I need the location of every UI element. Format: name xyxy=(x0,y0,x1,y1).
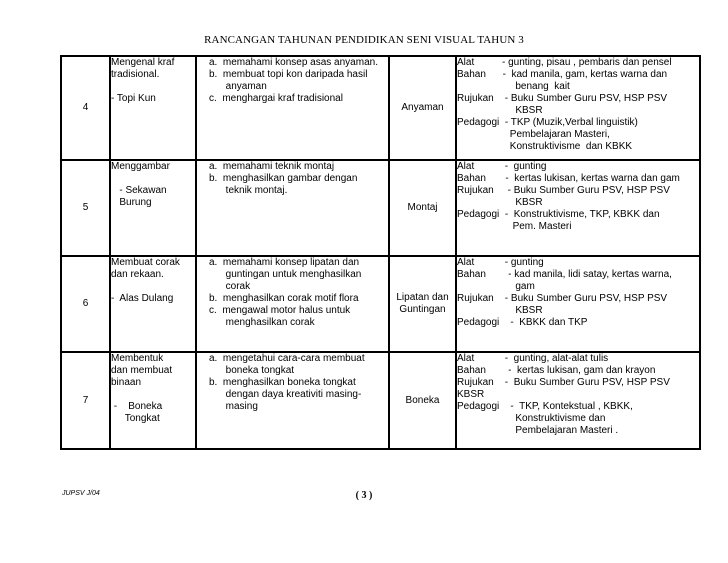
cell-line: Alat - gunting xyxy=(457,257,544,268)
cell-line: Pedagogi - Konstruktivisme, TKP, KBKK dan xyxy=(457,209,660,220)
cell-line: Konstruktivisme dan KBKK xyxy=(457,141,633,152)
cell-line: Menggambar xyxy=(111,161,170,172)
page-number: ( 3 ) xyxy=(355,490,373,501)
cell-line: corak xyxy=(209,281,251,292)
cell-line: KBSR xyxy=(457,305,543,316)
cell-line: a. memahami konsep asas anyaman. xyxy=(209,57,378,68)
page-title: RANCANGAN TAHUNAN PENDIDIKAN SENI VISUAL TAHUN 3 xyxy=(204,34,524,46)
cell-line xyxy=(111,81,195,93)
table-row xyxy=(61,352,700,449)
cell-line: b. menghasilkan boneka tongkat xyxy=(209,377,356,388)
cell-line: anyaman xyxy=(209,81,267,92)
cell-line: dengan daya kreativiti masing- xyxy=(209,389,362,400)
cell-line: gam xyxy=(457,281,535,292)
resources-cell xyxy=(456,256,700,352)
cell-line: a. memahami konsep lipatan dan xyxy=(209,257,360,268)
cell-line: Bahan - kertas lukisan, kertas warna dan gam xyxy=(457,173,680,184)
cell-line: Bahan - kad manila, gam, kertas warna dan xyxy=(457,69,668,80)
cell-line: dan rekaan. xyxy=(111,269,164,280)
cell-line: KBSR xyxy=(457,105,543,116)
topic-cell xyxy=(389,352,456,449)
week-number-text: 4 xyxy=(82,102,89,113)
cell-line: benang kait xyxy=(457,81,570,92)
cell-line: Tongkat xyxy=(111,413,160,424)
objectives-cell xyxy=(196,56,389,160)
cell-line: KBSR xyxy=(457,389,485,400)
cell-line xyxy=(111,281,195,293)
cell-line xyxy=(111,173,195,185)
cell-line: Membuat corak xyxy=(111,257,180,268)
cell-line: Mengenal kraf xyxy=(111,57,175,68)
cell-line: boneka tongkat xyxy=(209,365,295,376)
cell-line: - Topi Kun xyxy=(111,93,156,104)
cell-line: b. menghasilkan gambar dengan xyxy=(209,173,358,184)
week-number-text: 7 xyxy=(82,394,89,406)
week-number xyxy=(61,160,110,256)
cell-line: b. membuat topi kon daripada hasil xyxy=(209,69,368,80)
cell-line: Pembelajaran Masteri, xyxy=(457,129,610,140)
cell-line: Konstruktivisme dan xyxy=(457,413,606,424)
cell-line: Rujukan - Buku Sumber Guru PSV, HSP PSV xyxy=(457,293,668,304)
resources-cell xyxy=(456,56,700,160)
content-cell xyxy=(110,352,196,449)
cell-line: - Boneka xyxy=(111,401,163,412)
cell-line: Pedagogi - KBKK dan TKP xyxy=(457,317,588,328)
topic-cell xyxy=(389,160,456,256)
cell-line: - Alas Dulang xyxy=(111,293,174,304)
cell-line: Bahan - kad manila, lidi satay, kertas warna, xyxy=(457,269,672,280)
cell-line: Pedagogi - TKP (Muzik,Verbal linguistik) xyxy=(457,117,638,128)
cell-line: Rujukan - Buku Sumber Guru PSV, HSP PSV xyxy=(457,185,670,196)
annual-plan-table xyxy=(60,55,701,450)
week-number-text: 5 xyxy=(82,202,89,213)
week-number-text: 6 xyxy=(82,298,89,309)
cell-line: Alat - gunting, pisau , pembaris dan pensel xyxy=(457,57,672,68)
cell-line: Burung xyxy=(111,197,152,208)
cell-line: - Sekawan xyxy=(111,185,167,196)
content-cell xyxy=(110,160,196,256)
cell-line: Boneka xyxy=(405,394,440,406)
table-row xyxy=(61,256,700,352)
cell-line: Montaj xyxy=(407,202,438,213)
cell-line: tradisional. xyxy=(111,69,160,80)
content-cell xyxy=(110,56,196,160)
objectives-cell xyxy=(196,352,389,449)
topic-cell xyxy=(389,56,456,160)
cell-line: c. menghargai kraf tradisional xyxy=(209,93,343,104)
cell-line: KBSR xyxy=(457,197,543,208)
cell-line: binaan xyxy=(111,377,142,388)
content-cell xyxy=(110,256,196,352)
cell-line: c. mengawal motor halus untuk xyxy=(209,305,351,316)
cell-line xyxy=(111,389,195,401)
cell-line: Bahan - kertas lukisan, gam dan krayon xyxy=(457,365,656,376)
cell-line: Pembelajaran Masteri . xyxy=(457,425,619,436)
cell-line: guntingan untuk menghasilkan xyxy=(209,269,362,280)
footer-code: JUPSV J/04 xyxy=(62,490,100,497)
resources-cell xyxy=(456,160,700,256)
cell-line: Rujukan - Buku Sumber Guru PSV, HSP PSV xyxy=(457,377,670,388)
cell-line: Alat - gunting, alat-alat tulis xyxy=(457,353,609,364)
cell-line: masing xyxy=(209,401,258,412)
cell-line: Lipatan dan xyxy=(396,292,449,303)
week-number xyxy=(61,256,110,352)
cell-line: Guntingan xyxy=(399,304,446,315)
cell-line: b. menghasilkan corak motif flora xyxy=(209,293,359,304)
table-row xyxy=(61,160,700,256)
cell-line: Pem. Masteri xyxy=(457,221,572,232)
week-number xyxy=(61,56,110,160)
cell-line: menghasilkan corak xyxy=(209,317,315,328)
table-row xyxy=(61,56,700,160)
cell-line: a. mengetahui cara-cara membuat xyxy=(209,353,365,364)
cell-line: Rujukan - Buku Sumber Guru PSV, HSP PSV xyxy=(457,93,668,104)
cell-line: Pedagogi - TKP, Kontekstual , KBKK, xyxy=(457,401,633,412)
cell-line: Anyaman xyxy=(401,102,444,113)
topic-cell xyxy=(389,256,456,352)
objectives-cell xyxy=(196,160,389,256)
cell-line: teknik montaj. xyxy=(209,185,288,196)
cell-line: a. memahami teknik montaj xyxy=(209,161,335,172)
week-number xyxy=(61,352,110,449)
resources-cell xyxy=(456,352,700,449)
cell-line: Alat - gunting xyxy=(457,161,547,172)
objectives-cell xyxy=(196,256,389,352)
cell-line: Membentuk xyxy=(111,353,164,364)
cell-line: dan membuat xyxy=(111,365,173,376)
